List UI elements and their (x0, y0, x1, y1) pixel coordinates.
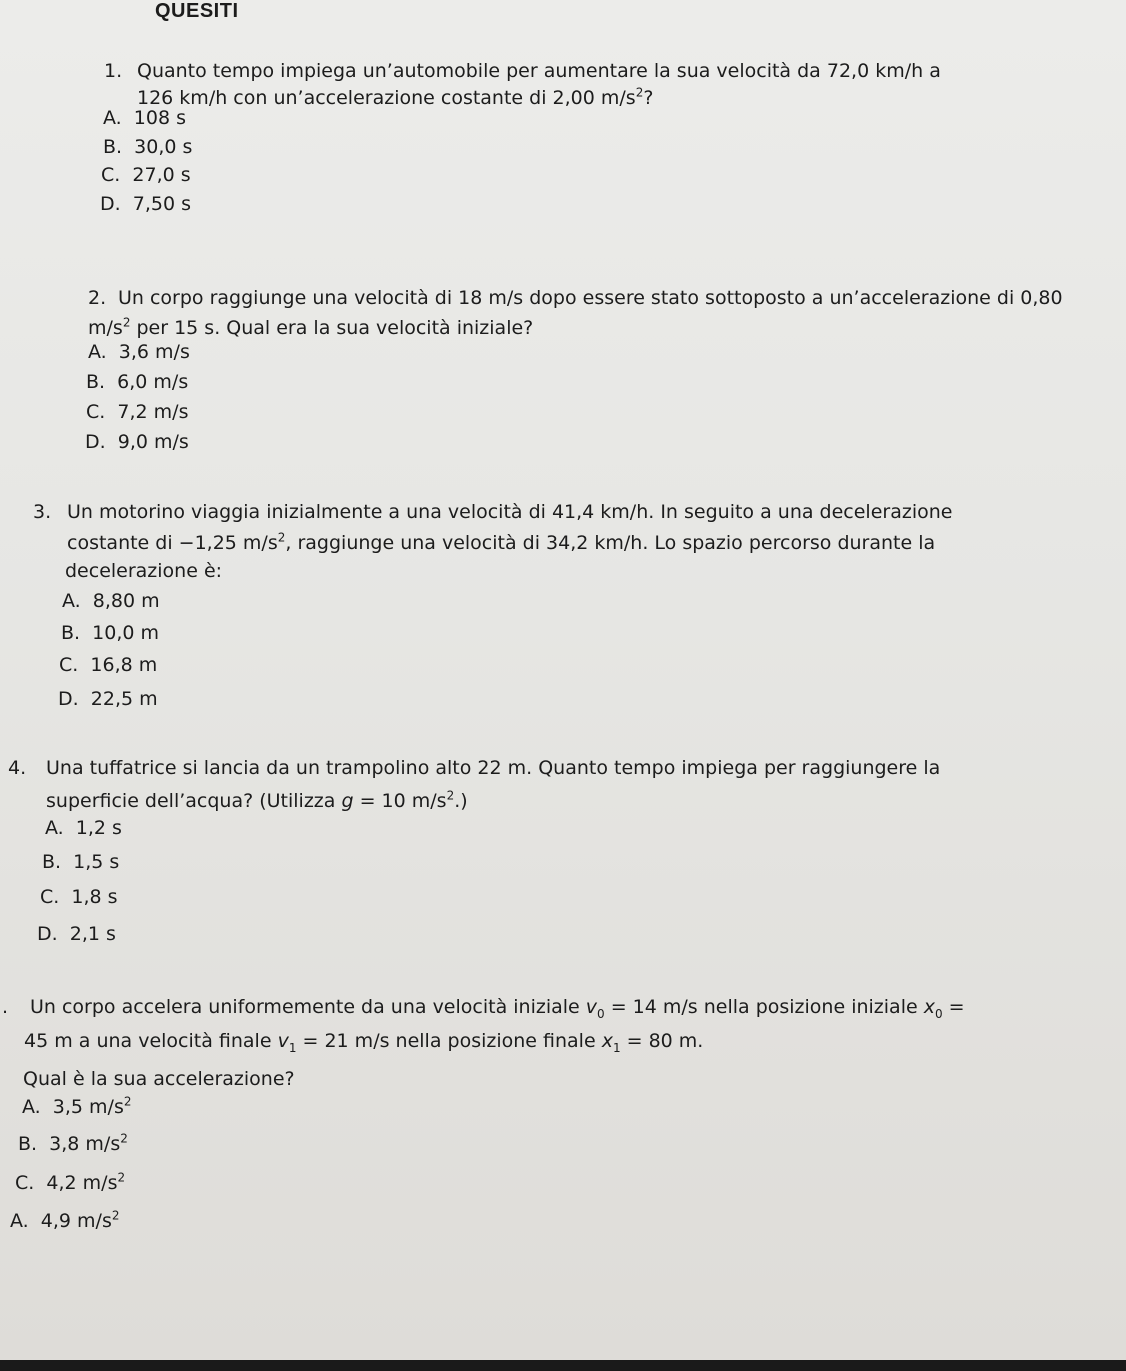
q5-equals: = (942, 996, 965, 1018)
q5-v-symbol: v (585, 996, 598, 1018)
q5-x-symbol: x (923, 996, 935, 1018)
q4-end: .) (454, 790, 468, 812)
q1-option-a: A. 108 s (103, 107, 187, 129)
q2-option-c: C. 7,2 m/s (86, 401, 189, 423)
q1-option-c: C. 27,0 s (101, 164, 191, 186)
q4-g-symbol: g (341, 790, 354, 812)
q1-option-d: D. 7,50 s (100, 193, 192, 215)
question-2-number: 2. (88, 287, 107, 309)
q5-x1-symbol: x (601, 1030, 613, 1052)
q1-option-b: B. 30,0 s (103, 136, 193, 158)
q1-exponent: 2 (635, 85, 644, 100)
q5-text-2: = 14 m/s nella posizione iniziale (604, 996, 924, 1018)
section-header: QUESITI (155, 0, 239, 22)
q5-sub-1b: 1 (612, 1040, 621, 1055)
q3-option-d: D. 22,5 m (58, 688, 158, 710)
q5-option-b: B. 3,8 $m/s^2$ (18, 1131, 128, 1155)
q5-option-d: A. 4,9 $m/s^2$ (10, 1208, 120, 1232)
q4-exponent: 2 (446, 788, 455, 803)
q5-sub-0: 0 (597, 1006, 605, 1021)
q5-text-3: 45 m a una velocità finale (24, 1030, 278, 1052)
question-5-line-2 (24, 1026, 703, 1056)
q1-end: ? (643, 87, 654, 109)
q2-unit: m/s (88, 317, 123, 339)
q2-option-d: D. 9,0 m/s (85, 431, 189, 453)
question-4-line-2 (46, 786, 468, 816)
question-5-line-1 (30, 992, 965, 1022)
q2-end: per 15 s. Qual era la sua velocità iniziale? (130, 317, 534, 339)
q1-text: 126 km/h con un’accelerazione costante di 2,00 m/s (137, 87, 636, 109)
question-3-line-3: decelerazione è: (65, 560, 223, 582)
q4-option-b: B. 1,5 s (42, 851, 120, 873)
question-3-line-2 (67, 528, 935, 558)
q3-option-b: B. 10,0 m (61, 622, 160, 644)
q4-text: superficie dell’acqua? (Utilizza (46, 790, 342, 812)
q5-option-c: C. 4,2 $m/s^2$ (15, 1170, 126, 1194)
q4-option-d: D. 2,1 s (37, 923, 116, 945)
question-3-line-1: Un motorino viaggia inizialmente a una velocità di 41,4 km/h. In seguito a una decelerazione (67, 501, 953, 523)
q3-text-cont: , raggiunge una velocità di 34,2 km/h. Lo spazio percorso durante la (285, 532, 936, 554)
q4-option-a: A. 1,2 s (45, 817, 122, 839)
q4-option-c: C. 1,8 s (40, 886, 118, 908)
q5-text: Un corpo accelera uniformemente da una velocità iniziale (30, 996, 586, 1018)
question-1-number: 1. (104, 60, 123, 82)
question-1-line-1: Quanto tempo impiega un’automobile per aumentare la sua velocità da 72,0 km/h a (137, 60, 941, 82)
q5-text-4: = 21 m/s nella posizione finale (296, 1030, 602, 1052)
q5-sub-0b: 0 (934, 1006, 943, 1021)
question-2-line-1: Un corpo raggiunge una velocità di 18 m/s dopo essere stato sottoposto a un’accelerazione di 0,80 (118, 287, 1063, 309)
q2-option-b: B. 6,0 m/s (86, 371, 189, 393)
q3-text: costante di −1,25 m/s (67, 532, 278, 554)
question-3-number: 3. (33, 501, 52, 523)
q3-option-a: A. 8,80 m (62, 590, 160, 612)
q5-text-5: = 80 m. (620, 1030, 704, 1052)
q2-option-a: A. 3,6 m/s (88, 341, 190, 363)
question-2-line-2 (88, 313, 533, 343)
q5-v1-symbol: v (277, 1030, 289, 1052)
q4-value: = 10 m/s (353, 790, 447, 812)
question-5-line-3: Qual è la sua accelerazione? (23, 1068, 295, 1090)
question-4-number: 4. (8, 757, 27, 779)
page-bottom-edge (0, 1360, 1126, 1371)
q3-option-c: C. 16,8 m (59, 654, 158, 676)
question-5-number: . (2, 996, 9, 1018)
question-1-line-2 (137, 83, 653, 113)
q3-exponent: 2 (277, 530, 286, 545)
q2-exponent: 2 (122, 315, 131, 330)
q5-sub-1: 1 (288, 1040, 297, 1055)
question-4-line-1: Una tuffatrice si lancia da un trampolino alto 22 m. Quanto tempo impiega per raggiungere la (46, 757, 941, 779)
q5-option-a: A. 3,5 $m/s^2$ (22, 1094, 132, 1118)
